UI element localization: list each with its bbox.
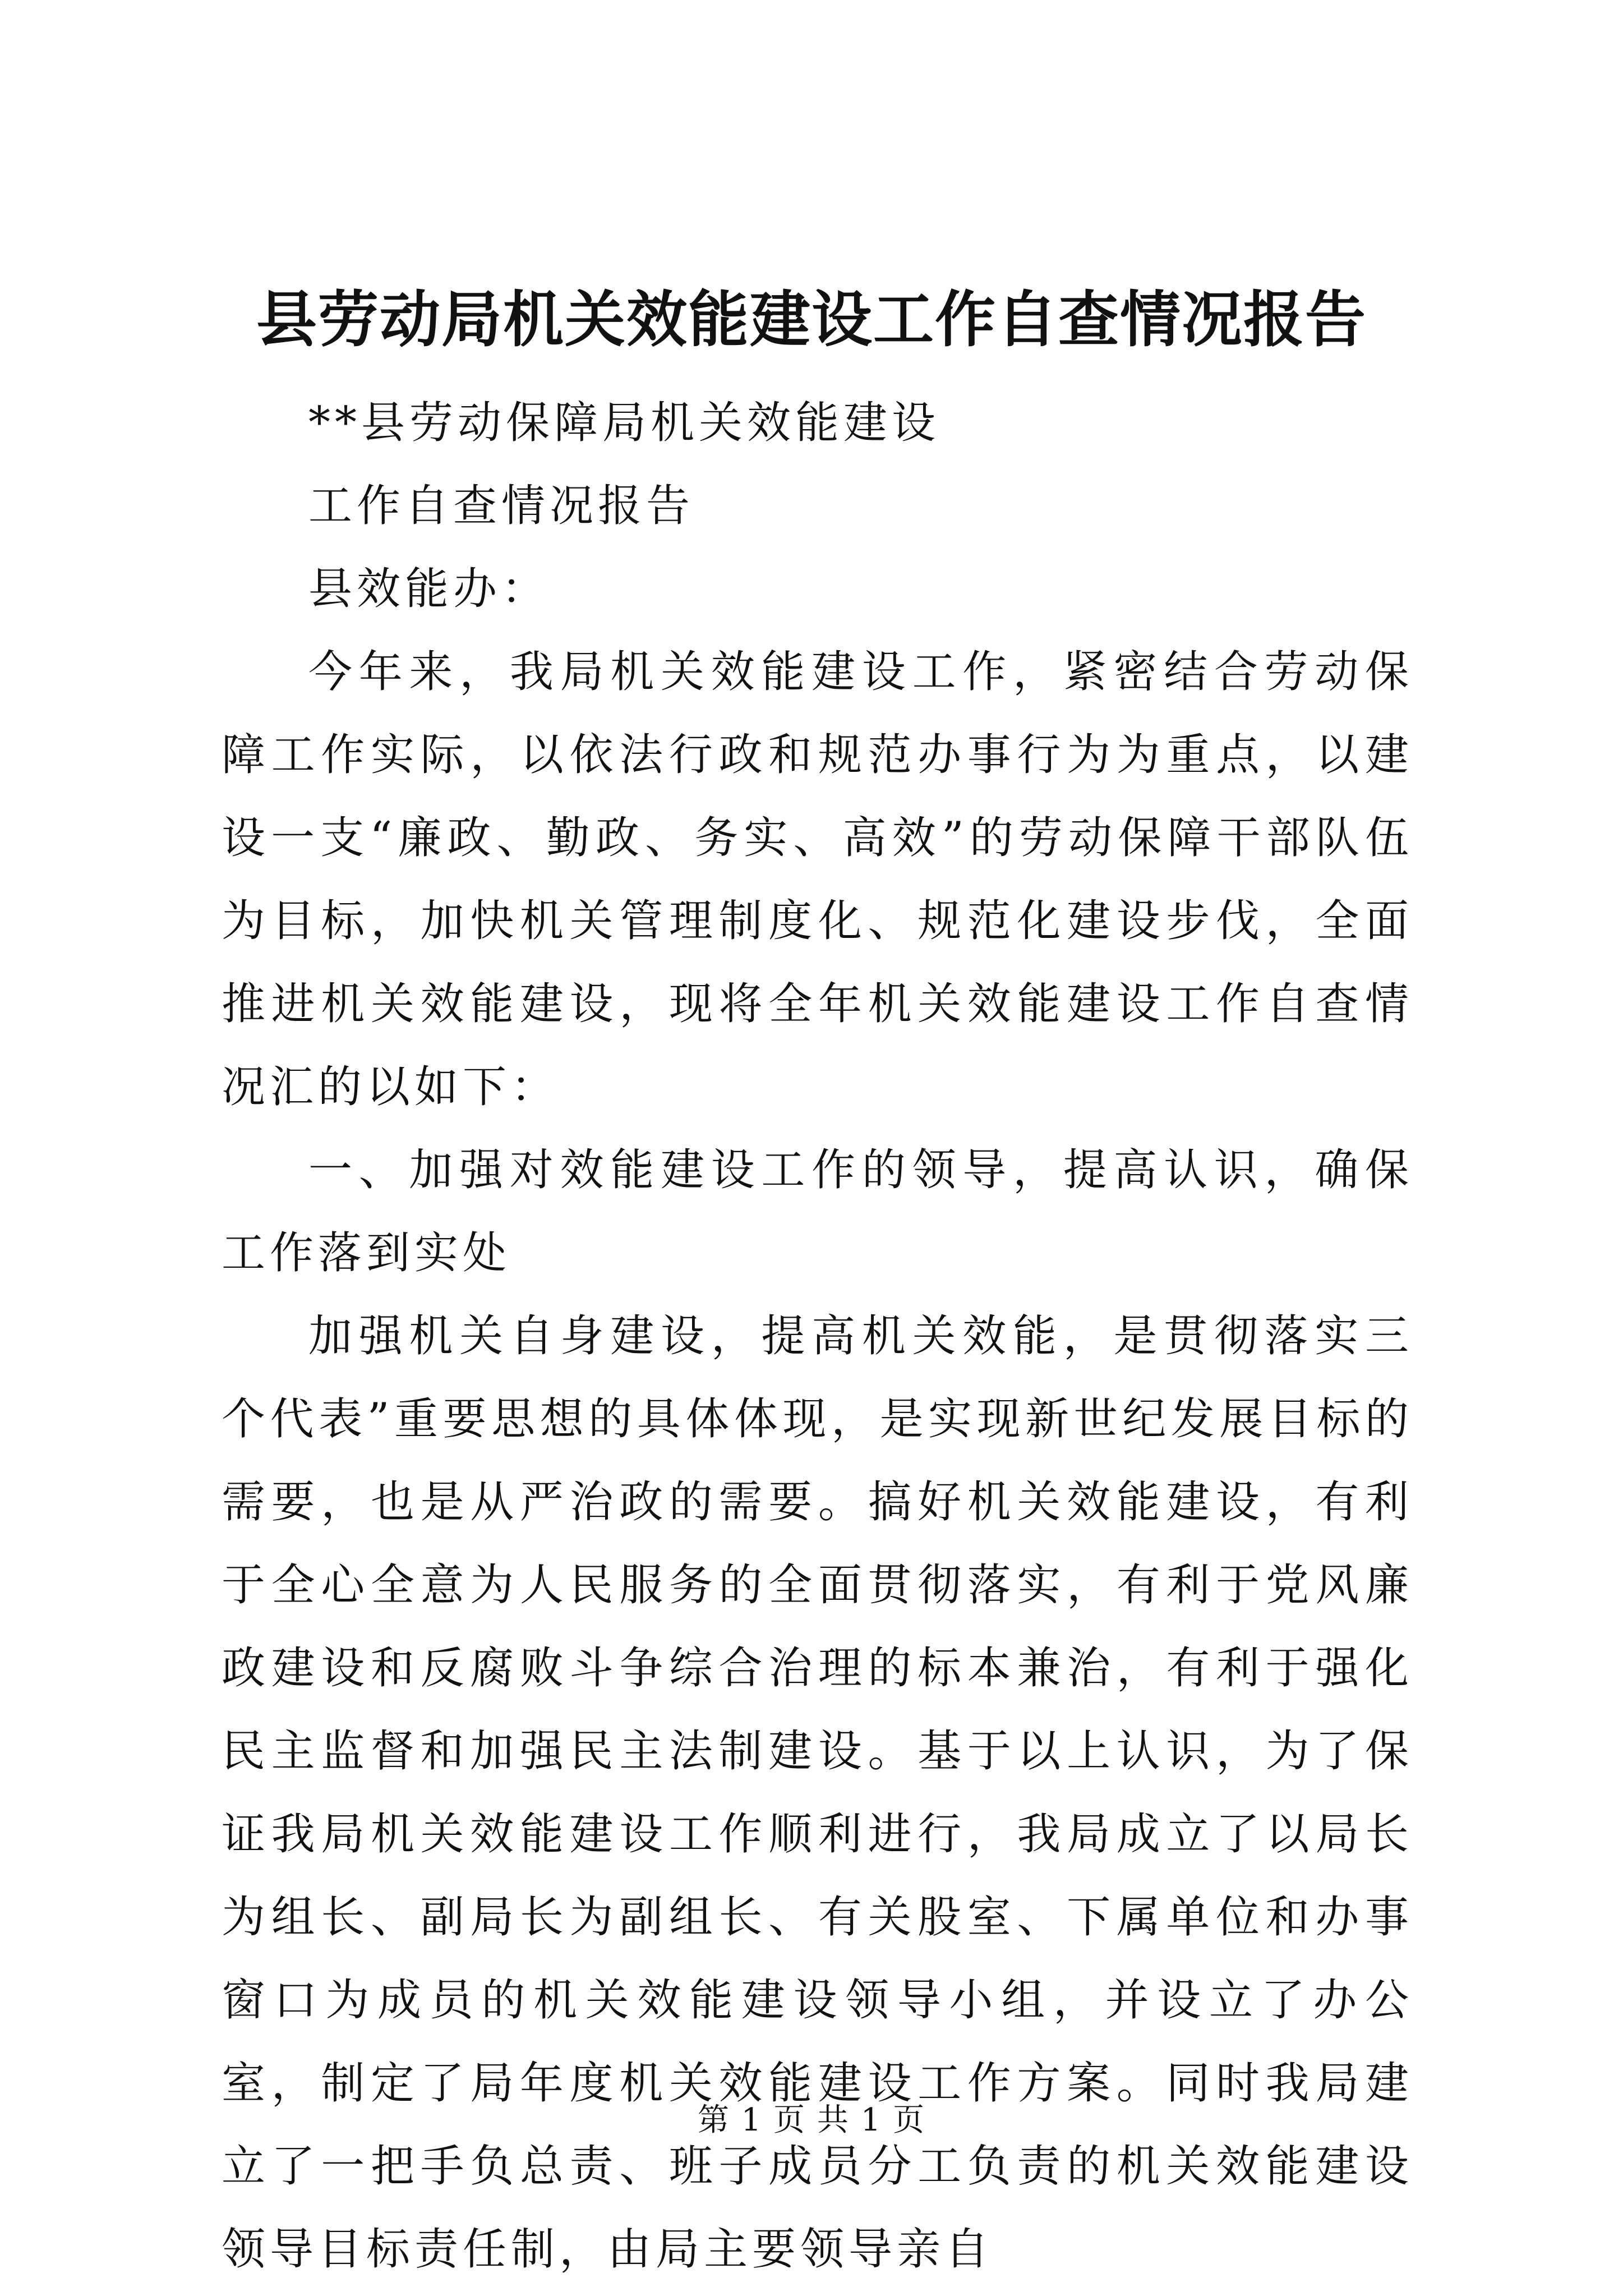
paragraph-section-body: 加强机关自身建设，提高机关效能，是贯彻落实三个代表”重要思想的具体体现，是实现新世纪发展目标的需要，也是从严治政的需要。搞好机关效能建设，有利于全心全意为人民服务的全面贯彻落实，有利于党风廉政建设和反腐败斗争综合治理的标本兼治，有利于强化民主监督和加强民主法制建设。基于以上认识，为了保证我局机关效能建设工作顺利进行，我局成立了以局长为组长、副局长为副组长、有关股室、下属单位和办事窗口为成员的机关效能建设领导小组，并设立了办公室，制定了局年度机关效能建设工作方案。同时我局建立了一把手负总责、班子成员分工负责的机关效能建设领导目标责任制，由局主要领导亲自 bbox=[222, 1311, 1413, 2275]
document-title: 县劳动局机关效能建设工作自查情况报告 bbox=[256, 284, 1367, 355]
paragraph-section-heading: 一、加强对效能建设工作的领导，提高认识，确保工作落到实处 bbox=[222, 1145, 1413, 1278]
paragraph-org-line: **县劳动保障局机关效能建设 bbox=[308, 398, 940, 448]
paragraph-addressee: 县效能办： bbox=[308, 564, 550, 614]
page-footer: 第 1 页 共 1 页 bbox=[697, 2102, 926, 2138]
paragraph-subtitle-line: 工作自查情况报告 bbox=[308, 481, 695, 531]
paragraph-intro: 今年来，我局机关效能建设工作，紧密结合劳动保障工作实际，以依法行政和规范办事行为为重点，以建设一支“廉政、勤政、务实、高效”的劳动保障干部队伍为目标，加快机关管理制度化、规范化建设步伐，全面推进机关效能建设，现将全年机关效能建设工作自查情况汇的以如下： bbox=[222, 647, 1413, 1112]
document-body bbox=[222, 381, 1413, 2291]
